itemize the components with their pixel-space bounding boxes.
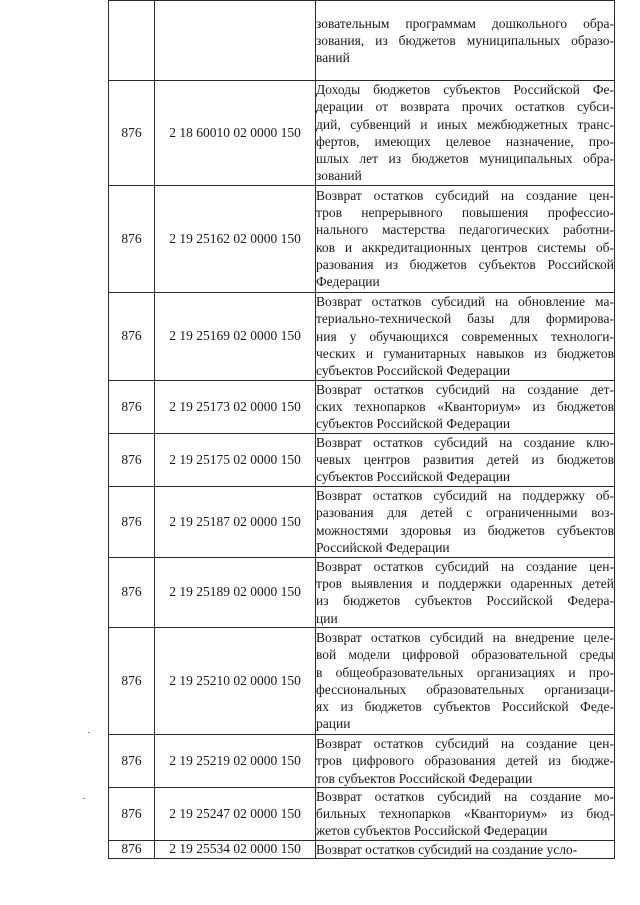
- description-line: Возврат остатков субсидий на создание цен-: [316, 558, 614, 574]
- description-line: Возврат остатков субсидий на внедрение целе-: [316, 629, 614, 645]
- budget-code-cell: 2 19 25173 02 0000 150: [155, 380, 316, 433]
- description-line: териально-технической базы для формирова-: [316, 311, 614, 327]
- admin-code-cell: 876: [109, 840, 155, 858]
- description-line: ции: [316, 610, 338, 626]
- admin-code-cell: 876: [109, 486, 155, 557]
- description-line: тов субъектов Российской Федерации: [316, 770, 533, 786]
- description-line: субъектов Российской Федерации: [316, 363, 511, 379]
- table-row: [109, 840, 615, 858]
- budget-code-cell: 2 19 25210 02 0000 150: [155, 627, 316, 734]
- budget-code-cell: 2 19 25162 02 0000 150: [155, 185, 316, 292]
- budget-code-cell: 2 19 25189 02 0000 150: [155, 557, 316, 627]
- description-cell: [316, 292, 615, 380]
- description-line: Возврат остатков субсидий на создание дет-: [316, 381, 614, 397]
- table-row: [109, 81, 615, 186]
- description-line: дерации от возврата прочих остатков субси-: [316, 99, 614, 115]
- description-line: вой модели цифровой образовательной среды: [316, 647, 614, 663]
- description-line: тров непрерывного повышения профессио-: [316, 205, 614, 221]
- scan-speck: [83, 798, 85, 799]
- description-line: ческих и гуманитарных навыков из бюджетов: [316, 345, 614, 361]
- admin-code-cell: 876: [109, 81, 155, 186]
- description-cell: [316, 486, 615, 557]
- description-line: Возврат остатков субсидий на поддержку об-: [316, 488, 614, 504]
- description-line: Возврат остатков субсидий на обновление ма-: [316, 294, 614, 310]
- description-line: можностями здоровья из бюджетов субъектов: [316, 522, 614, 538]
- table-row: [109, 627, 615, 734]
- admin-code-cell: 876: [109, 734, 155, 787]
- table-body: [109, 1, 615, 859]
- budget-code-cell: 2 19 25247 02 0000 150: [155, 787, 316, 840]
- description-cell: [316, 840, 615, 858]
- admin-code-cell: 876: [109, 380, 155, 433]
- description-line: ния у обучающихся современных технологи-: [316, 328, 614, 344]
- description-line: субъектов Российской Федерации: [316, 416, 511, 432]
- description-line: в общеобразовательных организациях и про-: [316, 664, 614, 680]
- description-line: из бюджетов субъектов Российской Федера-: [316, 593, 614, 609]
- description-line: Российской Федерации: [316, 539, 450, 555]
- description-line: ваний: [316, 50, 350, 66]
- description-cell: [316, 433, 615, 486]
- description-line: фессиональных образовательных организаци-: [316, 681, 614, 697]
- table-row: [109, 292, 615, 380]
- budget-code-cell: 2 19 25169 02 0000 150: [155, 292, 316, 380]
- description-line: тров выявления и поддержки одаренных детей: [316, 575, 614, 591]
- budget-code-cell: 2 19 25219 02 0000 150: [155, 734, 316, 787]
- admin-code-cell: [109, 1, 155, 81]
- description-line: нального мастерства педагогических работни-: [316, 222, 614, 238]
- description-line: фертов, имеющих целевое назначение, про-: [316, 133, 614, 149]
- table-row: [109, 185, 615, 292]
- table-row: [109, 557, 615, 627]
- description-cell: [316, 787, 615, 840]
- description-line: зования, из бюджетов муниципальных образо-: [316, 32, 614, 48]
- scan-speck: [88, 732, 90, 733]
- admin-code-cell: 876: [109, 627, 155, 734]
- table-row: [109, 380, 615, 433]
- table-row: [109, 1, 615, 81]
- admin-code-cell: 876: [109, 557, 155, 627]
- description-line: ях из бюджетов субъектов Российской Феде-: [316, 699, 614, 715]
- table-row: [109, 787, 615, 840]
- description-line: Возврат остатков субсидий на создание цен-: [316, 735, 614, 751]
- description-line: дий, субвенций и иных межбюджетных транс-: [316, 116, 614, 132]
- description-cell: [316, 734, 615, 787]
- budget-code-cell: 2 19 25187 02 0000 150: [155, 486, 316, 557]
- description-line: Федерации: [316, 274, 380, 290]
- budget-code-cell: [155, 1, 316, 81]
- description-cell: [316, 1, 615, 81]
- description-line: ских технопарков «Кванториум» из бюджетов: [316, 399, 614, 415]
- description-line: разования для детей с ограниченными воз-: [316, 505, 614, 521]
- admin-code-cell: 876: [109, 787, 155, 840]
- admin-code-cell: 876: [109, 185, 155, 292]
- description-line: жетов субъектов Российской Федерации: [316, 823, 548, 839]
- description-line: шлых лет из бюджетов муниципальных обра-: [316, 151, 614, 167]
- description-cell: [316, 380, 615, 433]
- description-line: Доходы бюджетов субъектов Российской Фе-: [316, 82, 614, 97]
- description-line: Возврат остатков субсидий на создание мо-: [316, 788, 614, 804]
- description-line: субъектов Российской Федерации: [316, 469, 511, 485]
- budget-code-cell: 2 19 25175 02 0000 150: [155, 433, 316, 486]
- description-line: бильных технопарков «Кванториум» из бюд-: [316, 806, 614, 822]
- description-line: ков и аккредитационных центров системы об-: [316, 239, 614, 255]
- table-row: [109, 734, 615, 787]
- description-line: разования из бюджетов субъектов Российской: [316, 257, 614, 273]
- description-cell: [316, 185, 615, 292]
- admin-code-cell: 876: [109, 433, 155, 486]
- description-line: зований: [316, 168, 362, 184]
- description-line: Возврат остатков субсидий на создание цен-: [316, 187, 614, 203]
- description-cell: [316, 81, 615, 186]
- budget-code-cell: 2 19 25534 02 0000 150: [155, 840, 316, 858]
- description-line: рации: [316, 716, 351, 732]
- description-line: чевых центров развития детей из бюджетов: [316, 452, 614, 468]
- budget-code-cell: 2 18 60010 02 0000 150: [155, 81, 316, 186]
- table-row: [109, 433, 615, 486]
- description-line: Возврат остатков субсидий на создание усло-: [316, 841, 578, 857]
- description-line: тров цифрового образования детей из бюдже-: [316, 753, 614, 769]
- description-cell: [316, 627, 615, 734]
- description-line: зовательным программам дошкольного обра-: [316, 15, 614, 31]
- table-row: [109, 486, 615, 557]
- admin-code-cell: 876: [109, 292, 155, 380]
- budget-classification-table: [108, 0, 615, 859]
- description-line: Возврат остатков субсидий на создание клю-: [316, 434, 614, 450]
- description-cell: [316, 557, 615, 627]
